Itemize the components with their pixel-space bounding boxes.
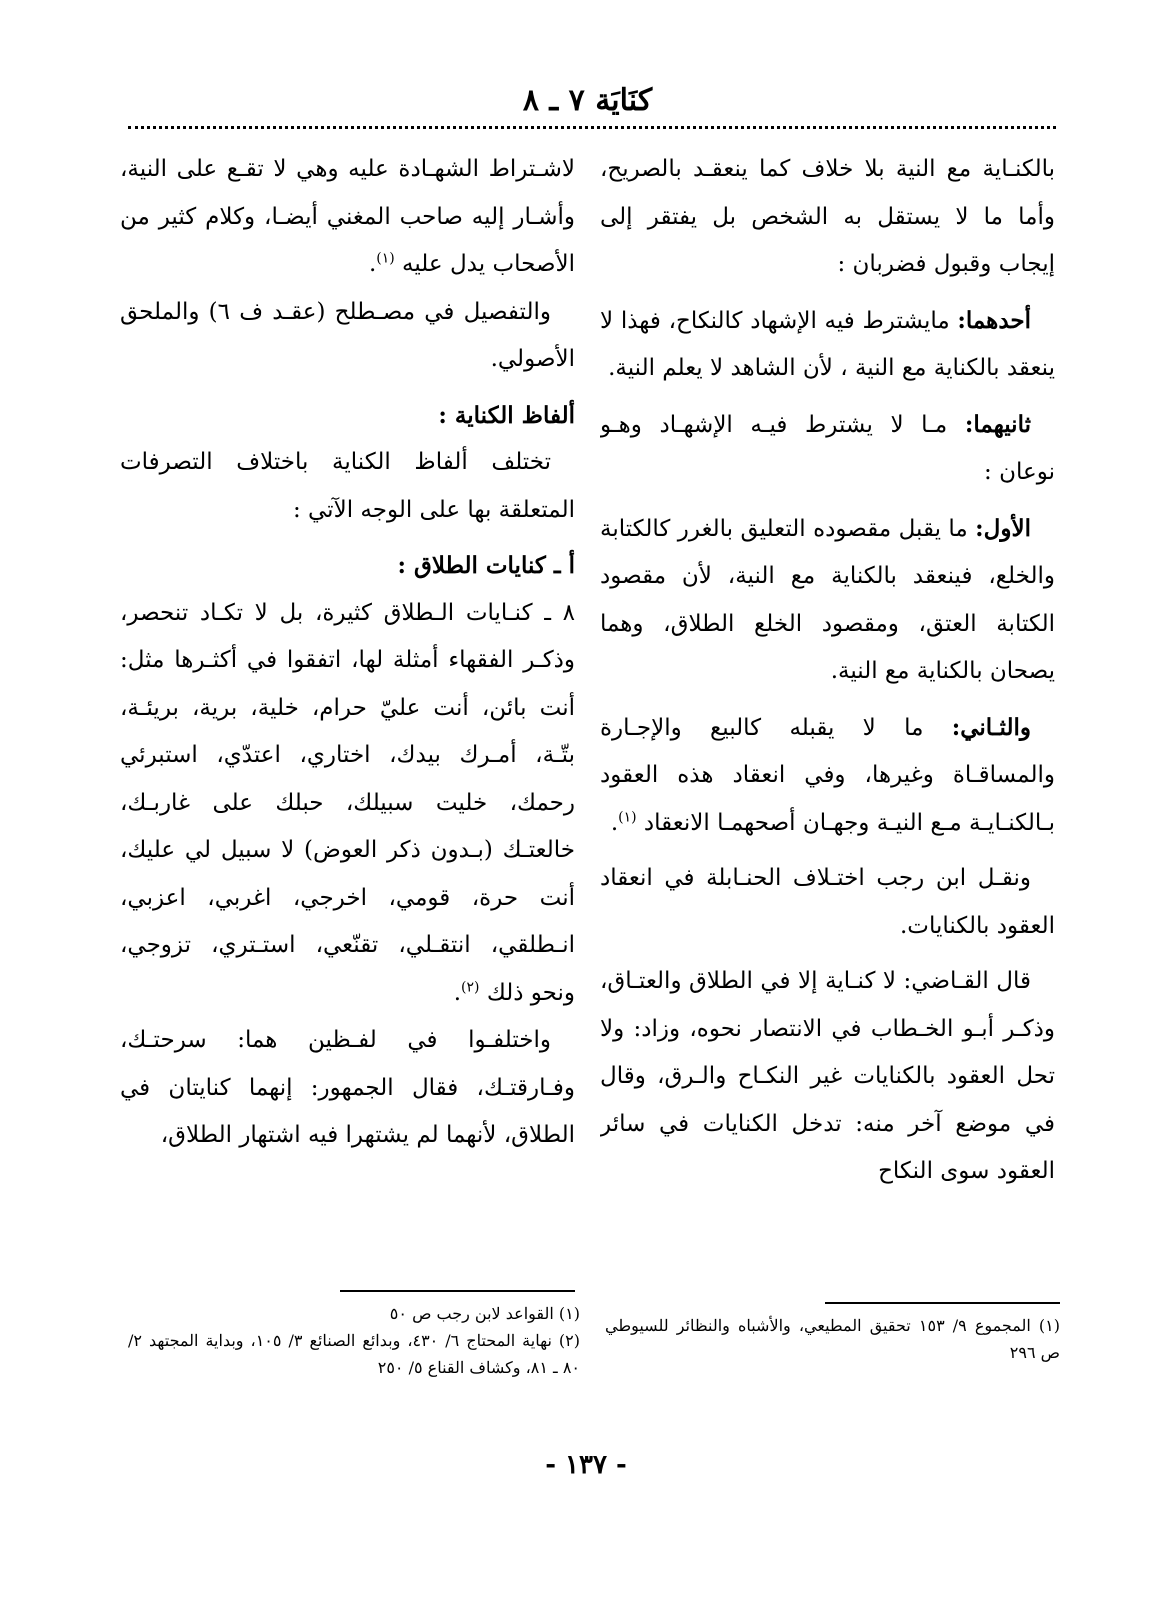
footnote-marker: (١) [618, 808, 637, 825]
paragraph [600, 297, 1055, 393]
paragraph: والثـاني: ما لا يقبله كالبيع والإجـارة والمساقـاة وغيرها، وفي انعقاد هذه العقود بـالكنـايـة مـع النيـة وجهـان أصحهمـا الانعقاد $^{(١)}$. [600, 713, 1055, 836]
page-header-title: كنَايَة ٧ ـ ٨ [522, 83, 653, 118]
paragraph [120, 289, 575, 384]
paragraph-lead: ثانيهما: [964, 410, 1031, 438]
paragraph [120, 439, 575, 534]
paragraph [120, 1017, 575, 1160]
header-dotted-divider [128, 126, 1056, 129]
paragraph [600, 401, 1055, 497]
paragraph [600, 146, 1055, 289]
paragraph-text: بالكنـاية مع النية بلا خلاف كما ينعقـد بالصريح، وأما ما لا يستقل به الشخص بل يفتقر إلى إيجاب وقبول فضربان : [600, 156, 1055, 277]
paragraph-text: لاشـتراط الشهـادة عليه وهي لا تقـع على النية، وأشـار إليه صاحب المغني أيضـا، وكلام كثير من الأصحاب يدل عليه [120, 156, 575, 277]
footnotes-left [128, 1300, 580, 1381]
paragraph-lead: والثـاني: [951, 713, 1031, 741]
paragraph-text: تختلف ألفاظ الكناية باختلاف التصرفات المتعلقة بها على الوجه الآتي : [120, 449, 575, 523]
paragraph-lead: أحدهما: [957, 306, 1031, 334]
paragraph: لاشـتراط الشهـادة عليه وهي لا تقـع على النية، وأشـار إليه صاحب المغني أيضـا، وكلام كثير من الأصحاب يدل عليه $^{(١)}$. [120, 156, 575, 277]
footnote: (١) المجموع ٩/ ١٥٣ تحقيق المطيعي، والأشباه والنظائر للسيوطي ص ٢٩٦ [605, 1316, 1061, 1362]
paragraph-text: واختلفـوا في لفـظين هما: سرحتـك، وفـارقتـك، فقال الجمهور: إنهما كنايتان في الطلاق، لأنهما لم يشتهرا فيه اشتهار الطلاق، [120, 1027, 575, 1148]
footnote-marker: (١) [376, 250, 395, 267]
footnotes-right [605, 1312, 1060, 1366]
section-heading: أ ـ كنايات الطلاق : [397, 552, 575, 579]
paragraph: ٨ ـ كنـايات الـطلاق كثيرة، بل لا تكـاد تنحصر، وذكـر الفقهاء أمثلة لها، اتفقوا في أكثـرها مثل: أنت بائن، أنت عليّ حرام، خلية، برية، بريئـة، بتّـة، أمـرك بيدك، اختاري، اعتدّي، استبرئي رحمك، خليت سبيلك، حبلك على غاربـك، خالعتـك (بـدون ذكر العوض) لا سبيل لي عليك، أنت حرة، قومي، اخرجي، اغربي، اعزبي، انـطلقي، انتقـلي، تقنّعي، استـتري، تزوجي، ونحو ذلك $^{(٢)}$. [120, 599, 575, 1006]
paragraph-text: قال القـاضي: لا كنـاية إلا في الطلاق والعتـاق، وذكـر أبـو الخـطاب في الانتصار نحوه، وزاد: ولا تحل العقود بالكنايات غير النكـاح والـرق، وقال في موضع آخر منه: تدخل الكنايات في سائر العقود سوى النكاح [600, 968, 1055, 1184]
paragraph [600, 505, 1055, 696]
footnote-divider [825, 1302, 1060, 1304]
footnote-divider [340, 1290, 575, 1292]
footnote: (١) القواعد لابن رجب ص ٥٠ [389, 1304, 580, 1323]
paragraph-text: ٨ ـ كنـايات الـطلاق كثيرة، بل لا تكـاد تنحصر، وذكـر الفقهاء أمثلة لها، اتفقوا في أكثـرها مثل: أنت بائن، أنت عليّ حرام، خلية، برية، بريئـة، بتّـة، أمـرك بيدك، اختاري، اعتدّي، استبرئي رحمك، خليت سبيلك، حبلك على غاربـك، خالعتـك (بـدون ذكر العوض) لا سبيل لي عليك، أنت حرة، قومي، اخرجي، اغربي، اعزبي، انـطلقي، انتقـلي، تقنّعي، استـتري، تزوجي، ونحو ذلك [120, 599, 575, 1006]
paragraph-text: مايشترط فيه الإشهاد كالنكاح، فهذا لا ينعقد بالكناية مع النية ، لأن الشاهد لا يعلم النية. [600, 307, 1055, 381]
paragraph [600, 855, 1055, 950]
paragraph-text: ما يقبل مقصوده التعليق بالغرر كالكتابة والخلع، فينعقد بالكناية مع النية، لأن مقصود الكتابة العتق، ومقصود الخلع الطلاق، وهما يصحان بالكناية مع النية. [600, 515, 1055, 684]
paragraph-lead: الأول: [975, 514, 1031, 542]
footnote: (٢) نهاية المحتاج ٦/ ٤٣٠، وبدائع الصنائع ٣/ ١٠٥، وبداية المجتهد ٢/ ٨٠ ـ ٨١، وكشاف القناع ٥/ ٢٥٠ [128, 1331, 580, 1377]
paragraph-text: مـا لا يشترط فيـه الإشهـاد وهـو نوعان : [600, 411, 1055, 485]
paragraph-text: والتفصيل في مصـطلح (عقـد ف ٦) والملحق الأصولي. [120, 298, 575, 372]
page-number: - ١٣٧ - [545, 1450, 627, 1480]
footnote-marker: (٢) [461, 978, 480, 995]
paragraph [600, 958, 1055, 1196]
section-heading: ألفاظ الكناية : [438, 401, 575, 429]
paragraph-text: ونقـل ابن رجب اختـلاف الحنـابلة في انعقاد العقود بالكنايات. [600, 865, 1055, 939]
paragraph-text: ما لا يقبله كالبيع والإجـارة والمساقـاة وغيرها، وفي انعقاد هذه العقود بـالكنـايـة مـع النيـة وجهـان أصحهمـا الانعقاد [600, 714, 1055, 836]
